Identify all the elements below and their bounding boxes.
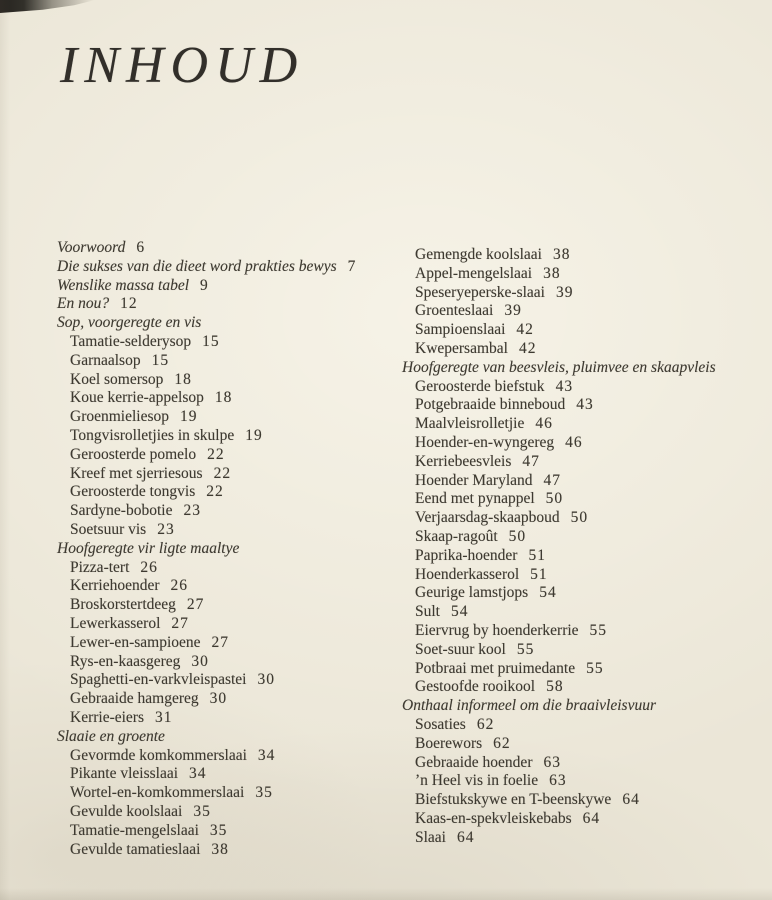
entry-label: Tamatie-mengelslaai [70,821,199,839]
entry-label: Sult [415,603,440,621]
entry-label: Koel somersop [70,370,164,388]
entry-label: Potgebraaide binneboud [415,396,566,414]
entry-page-number: 27 [211,633,230,651]
toc-section-heading [57,540,397,559]
toc-entry [402,302,770,321]
entry-page-number: 62 [476,715,495,733]
entry-page-number: 46 [565,433,583,451]
entry-page-number: 55 [516,640,535,658]
toc-entry [402,434,770,453]
entry-page-number: 39 [555,283,574,301]
entry-page-number: 7 [347,257,357,275]
entry-page-number: 63 [549,772,567,790]
toc-entry [402,340,770,359]
entry-page-number: 19 [180,408,198,426]
entry-label: Koue kerrie-appelsop [70,389,204,407]
entry-label: Boerewors [415,734,483,752]
toc-section-heading [402,697,770,716]
toc-entry [57,709,397,728]
toc-entry [402,472,770,491]
entry-page-number: 26 [140,558,158,576]
entry-label: Gestoofde rooikool [415,678,536,696]
page-left-shading [0,0,10,900]
entry-label: Sosaties [415,715,466,733]
entry-label: Groenmieliesop [70,408,170,426]
entry-label: Broskorstertdeeg [70,596,176,614]
toc-entry [402,754,770,773]
entry-page-number: 63 [543,753,561,771]
scan-edge-mark [0,0,95,13]
entry-label: Sampioenslaai [415,321,506,339]
entry-label: En nou? [57,295,110,313]
toc-entry [57,521,397,540]
entry-label: Gebraaide hamgereg [70,690,199,708]
toc-entry [402,791,770,810]
entry-page-number: 42 [516,321,534,339]
entry-page-number: 23 [157,520,175,538]
entry-page-number: 30 [257,671,275,689]
entry-page-number: 12 [120,295,138,313]
entry-page-number: 19 [245,426,263,444]
entry-page-number: 9 [200,276,209,294]
toc-entry [57,671,397,690]
toc-entry [402,716,770,735]
entry-page-number: 47 [522,452,540,470]
toc-entry [57,822,397,841]
entry-page-number: 47 [543,471,561,489]
toc-entry [57,389,397,408]
toc-section-heading [57,728,397,747]
toc-entry [57,483,397,502]
entry-label: Soetsuur vis [70,520,147,538]
entry-page-number: 26 [170,577,189,595]
entry-label: Slaai [415,828,446,846]
entry-label: Kwepersambal [415,339,508,357]
entry-label: Tongvisrolletjies in skulpe [70,426,235,444]
entry-label: Wortel-en-komkommerslaai [70,784,245,802]
entry-page-number: 50 [570,509,589,527]
entry-page-number: 64 [457,828,475,846]
entry-label: Wenslike massa tabel [57,276,190,294]
entry-page-number: 64 [622,791,640,809]
entry-label: Gevulde koolslaai [70,802,183,820]
entry-page-number: 55 [586,659,604,677]
entry-label: Gebraaide hoender [415,753,533,771]
entry-label: Pikante vleisslaai [70,765,179,783]
entry-page-number: 15 [202,332,220,350]
entry-page-number: 27 [171,614,189,632]
toc-entry [402,622,770,641]
entry-label: Gemengde koolslaai [415,246,542,263]
entry-label: Onthaal informeel om die braaivleisvuur [402,697,656,715]
toc-entry [57,596,397,615]
toc-entry [402,528,770,547]
toc-entry [57,408,397,427]
toc-entry [402,378,770,397]
entry-page-number: 50 [508,527,527,545]
toc-entry [57,352,397,371]
entry-label: Eiervrug by hoenderkerrie [415,621,579,639]
entry-label: Eend met pynappel [415,490,535,508]
toc-entry [57,634,397,653]
toc-entry [402,284,770,303]
entry-label: Spaghetti-en-varkvleispastei [70,671,247,689]
toc-entry [402,772,770,791]
entry-label: Speseryeperske-slaai [415,283,545,301]
entry-page-number: 22 [207,445,225,463]
entry-label: Verjaarsdag-skaapboud [415,509,560,527]
toc-entry [402,641,770,660]
entry-label: Tamatie-selderysop [70,332,192,350]
entry-page-number: 34 [257,746,276,764]
entry-page-number: 42 [518,339,537,357]
toc-entry [57,841,397,860]
entry-label: Kreef met sjerriesous [70,464,203,482]
entry-page-number: 43 [576,396,594,414]
entry-page-number: 35 [209,821,228,839]
entry-page-number: 39 [504,302,522,320]
entry-label: Pizza-tert [70,558,130,576]
entry-label: Kerriebeesvleis [415,452,512,470]
toc-entry [402,566,770,585]
toc-entry [57,427,397,446]
entry-label: Voorwoord [57,239,126,256]
toc-entry [57,559,397,578]
entry-page-number: 22 [213,464,232,482]
entry-page-number: 58 [546,678,564,696]
toc-entry [57,502,397,521]
toc-entry [402,678,770,697]
entry-page-number: 62 [493,734,511,752]
entry-label: Kerrie-eiers [70,708,145,726]
entry-label: Geurige lamstjops [415,584,529,602]
entry-page-number: 51 [528,546,546,564]
entry-page-number: 30 [191,652,209,670]
toc-entry [57,446,397,465]
entry-label: Die sukses van die dieet word prakties bewys [57,257,337,275]
entry-label: Potbraai met pruimedante [415,659,576,677]
entry-label: Kaas-en-spekvleiskebabs [415,809,572,827]
entry-label: Maalvleisrolletjie [415,415,525,433]
toc-entry [402,660,770,679]
entry-page-number: 51 [530,565,548,583]
entry-page-number: 18 [214,389,233,407]
entry-label: Slaaie en groente [57,727,165,745]
toc-entry [402,584,770,603]
entry-label: ’n Heel vis in foelie [415,772,539,790]
entry-page-number: 43 [555,377,574,395]
entry-label: Biefstukskywe en T-beenskywe [415,791,612,809]
entry-page-number: 38 [543,264,561,282]
toc-entry [57,690,397,709]
toc-column-left [57,239,397,859]
toc-entry [402,396,770,415]
toc-entry [402,547,770,566]
toc-entry [402,490,770,509]
entry-label: Hoenderkasserol [415,565,520,583]
entry-page-number: 27 [186,596,205,614]
entry-page-number: 46 [535,415,553,433]
entry-page-number: 30 [209,690,228,708]
toc-entry [57,765,397,784]
entry-label: Hoofgeregte vir ligte maaltye [57,539,240,557]
page-bottom-shading [0,888,772,900]
entry-label: Lewer-en-sampioene [70,633,201,651]
toc-section-heading [402,359,770,378]
toc-entry [57,803,397,822]
entry-page-number: 22 [206,483,224,501]
entry-page-number: 34 [189,765,207,783]
entry-label: Geroosterde pomelo [70,445,197,463]
toc-entry [402,735,770,754]
toc-entry [402,453,770,472]
toc-entry [57,747,397,766]
entry-label: Paprika-hoender [415,546,518,564]
toc-entry [57,784,397,803]
toc-entry [402,246,770,265]
entry-page-number: 31 [155,708,173,726]
entry-page-number: 35 [255,784,273,802]
toc-entry [57,333,397,352]
entry-label: Lewerkasserol [70,614,161,632]
entry-label: Gevormde komkommerslaai [70,746,247,764]
entry-page-number: 64 [582,809,601,827]
entry-page-number: 50 [545,490,564,508]
toc-entry [57,653,397,672]
entry-page-number: 15 [151,351,170,369]
entry-label: Rys-en-kaasgereg [70,652,181,670]
entry-label: Gevulde tamatieslaai [70,840,201,858]
entry-label: Hoofgeregte van beesvleis, pluimvee en skaapvleis [402,358,716,376]
toc-front-entry [57,258,397,277]
entry-page-number: 38 [552,246,571,263]
entry-label: Hoender Maryland [415,471,533,489]
entry-page-number: 18 [174,370,192,388]
entry-label: Garnaalsop [70,351,141,369]
entry-page-number: 35 [193,802,211,820]
toc-entry [57,371,397,390]
toc-entry [57,615,397,634]
entry-label: Sardyne-bobotie [70,502,173,520]
toc-entry [402,603,770,622]
toc-entry [402,321,770,340]
entry-label: Kerriehoender [70,577,160,595]
toc-section-heading [57,314,397,333]
toc-front-entry [57,277,397,296]
entry-label: Skaap-ragoût [415,527,498,545]
toc-front-entry [57,239,397,258]
page-title: INHOUD [60,37,305,94]
toc-entry [402,810,770,829]
entry-label: Appel-mengelslaai [415,264,533,282]
toc-front-entry [57,295,397,314]
toc-entry [57,577,397,596]
entry-page-number: 38 [211,840,229,858]
entry-page-number: 55 [589,621,608,639]
toc-entry [57,465,397,484]
entry-page-number: 54 [539,584,557,602]
toc-entry [402,829,770,848]
entry-label: Sop, voorgeregte en vis [57,314,202,332]
entry-label: Geroosterde tongvis [70,483,196,501]
entry-label: Soet-suur kool [415,640,506,658]
entry-label: Hoender-en-wyngereg [415,433,555,451]
toc-entry [402,415,770,434]
entry-page-number: 54 [450,603,469,621]
entry-page-number: 23 [183,502,201,520]
toc-column-right [402,246,770,848]
entry-label: Groenteslaai [415,302,494,320]
toc-entry [402,509,770,528]
entry-page-number: 6 [136,239,146,256]
entry-label: Geroosterde biefstuk [415,377,545,395]
toc-entry [402,265,770,284]
